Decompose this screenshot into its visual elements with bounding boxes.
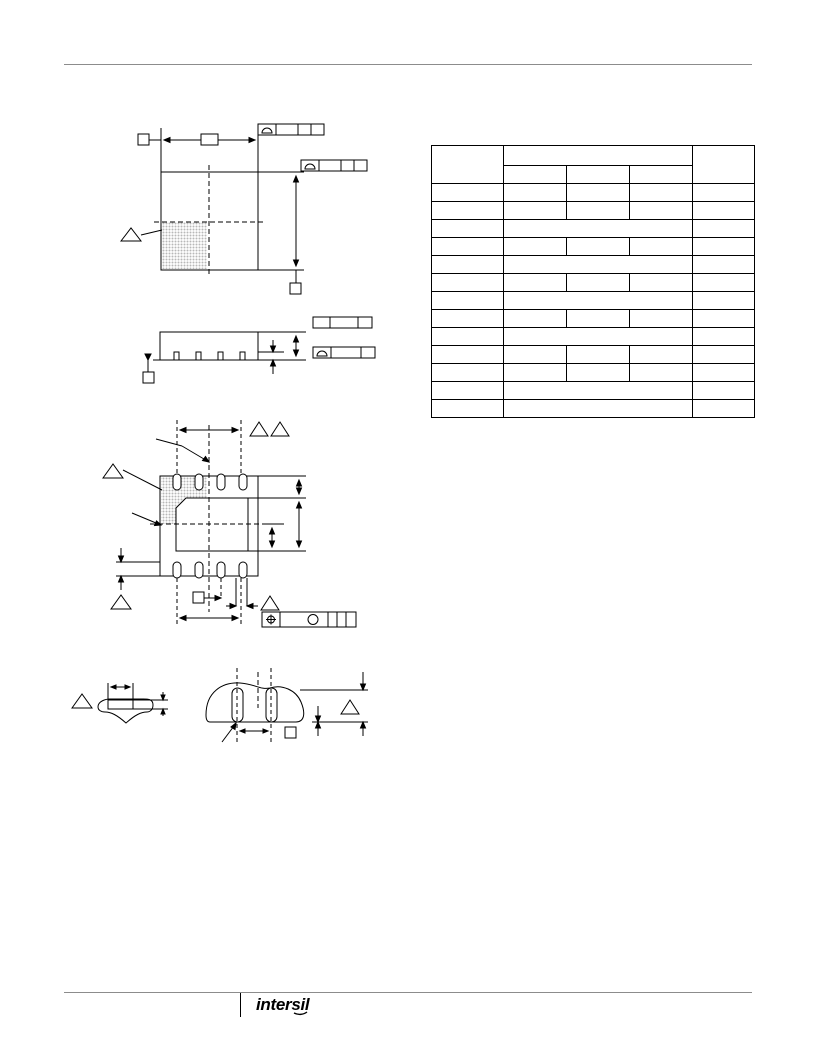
table-cell bbox=[630, 184, 693, 202]
table-header-min bbox=[504, 166, 567, 184]
table-cell bbox=[504, 364, 567, 382]
table-cell bbox=[432, 238, 504, 256]
note-triangle-7 bbox=[72, 694, 92, 708]
table-header-symbol bbox=[432, 146, 504, 184]
table-row bbox=[432, 274, 755, 292]
table-header-max bbox=[630, 166, 693, 184]
table-row bbox=[432, 382, 755, 400]
table-cell bbox=[630, 238, 693, 256]
pitch-box bbox=[193, 592, 204, 603]
table-cell bbox=[630, 346, 693, 364]
top-view bbox=[121, 124, 367, 294]
table-cell bbox=[504, 274, 567, 292]
table-cell bbox=[693, 364, 755, 382]
table-cell bbox=[693, 382, 755, 400]
flatness-tolerance-frame bbox=[313, 317, 372, 328]
position-tolerance-frame bbox=[262, 612, 356, 627]
table-cell bbox=[693, 292, 755, 310]
table-cell bbox=[693, 202, 755, 220]
note-triangle-8 bbox=[341, 700, 359, 714]
table-cell bbox=[567, 238, 630, 256]
table-cell bbox=[432, 328, 504, 346]
table-cell bbox=[504, 202, 567, 220]
table-cell bbox=[693, 184, 755, 202]
table-header-nominal bbox=[567, 166, 630, 184]
lead-pitch-box bbox=[285, 727, 296, 738]
table-cell bbox=[504, 184, 567, 202]
table-cell bbox=[504, 346, 567, 364]
table-cell bbox=[432, 220, 504, 238]
table-cell bbox=[504, 256, 693, 274]
table-cell bbox=[567, 310, 630, 328]
table-cell bbox=[693, 220, 755, 238]
table-cell bbox=[630, 364, 693, 382]
table-cell bbox=[693, 310, 755, 328]
note-triangle-2 bbox=[250, 422, 268, 436]
table-cell bbox=[432, 310, 504, 328]
table-cell bbox=[630, 274, 693, 292]
footer-rule bbox=[64, 992, 752, 993]
table-row bbox=[432, 238, 755, 256]
table-header-row bbox=[432, 146, 755, 166]
table-row bbox=[432, 346, 755, 364]
table-cell bbox=[432, 274, 504, 292]
side-view bbox=[143, 317, 375, 383]
note-triangle-5 bbox=[111, 595, 131, 609]
width-dim-box bbox=[201, 134, 218, 145]
terminal-detail-right bbox=[206, 668, 368, 742]
table-header-notes bbox=[693, 146, 755, 184]
table-row bbox=[432, 220, 755, 238]
footer-divider bbox=[240, 993, 241, 1017]
table-row bbox=[432, 202, 755, 220]
table-cell bbox=[432, 202, 504, 220]
table-cell bbox=[504, 310, 567, 328]
table-cell bbox=[432, 184, 504, 202]
table-cell bbox=[432, 382, 504, 400]
table-cell bbox=[693, 274, 755, 292]
table-cell bbox=[693, 346, 755, 364]
datum-c-box bbox=[143, 372, 154, 383]
note-triangle-4 bbox=[103, 464, 123, 478]
pin1-index-area bbox=[162, 222, 207, 269]
table-cell bbox=[504, 328, 693, 346]
table-row bbox=[432, 310, 755, 328]
table-cell bbox=[567, 364, 630, 382]
bottom-view bbox=[103, 420, 356, 627]
intersil-logo-text: intersil bbox=[256, 996, 310, 1014]
table-row bbox=[432, 400, 755, 418]
table-header-millimeters bbox=[504, 146, 693, 166]
table-row bbox=[432, 364, 755, 382]
table-cell bbox=[567, 184, 630, 202]
table-cell bbox=[432, 256, 504, 274]
table-row bbox=[432, 184, 755, 202]
intersil-logo bbox=[254, 996, 334, 1018]
datum-a-box bbox=[138, 134, 149, 145]
table-cell bbox=[567, 202, 630, 220]
table-cell bbox=[504, 292, 693, 310]
table-row bbox=[432, 256, 755, 274]
table-cell bbox=[432, 400, 504, 418]
table-cell bbox=[432, 346, 504, 364]
table-cell bbox=[630, 310, 693, 328]
table-row bbox=[432, 328, 755, 346]
table-cell bbox=[432, 364, 504, 382]
package-side-body bbox=[160, 332, 258, 360]
datum-b-box bbox=[290, 283, 301, 294]
table-cell bbox=[504, 220, 693, 238]
table-cell bbox=[693, 328, 755, 346]
note-triangle bbox=[121, 228, 141, 241]
table-cell bbox=[504, 238, 567, 256]
table-cell bbox=[630, 202, 693, 220]
table-cell bbox=[504, 382, 693, 400]
table-row bbox=[432, 292, 755, 310]
table-cell bbox=[567, 346, 630, 364]
table-cell bbox=[693, 400, 755, 418]
dimensions-table bbox=[431, 145, 755, 418]
table-cell bbox=[693, 238, 755, 256]
table-cell bbox=[432, 292, 504, 310]
table-cell bbox=[504, 400, 693, 418]
table-cell bbox=[567, 274, 630, 292]
terminal-detail-left bbox=[72, 683, 168, 723]
table-cell bbox=[693, 256, 755, 274]
note-triangle-3 bbox=[271, 422, 289, 436]
note-triangle-6 bbox=[261, 596, 279, 610]
